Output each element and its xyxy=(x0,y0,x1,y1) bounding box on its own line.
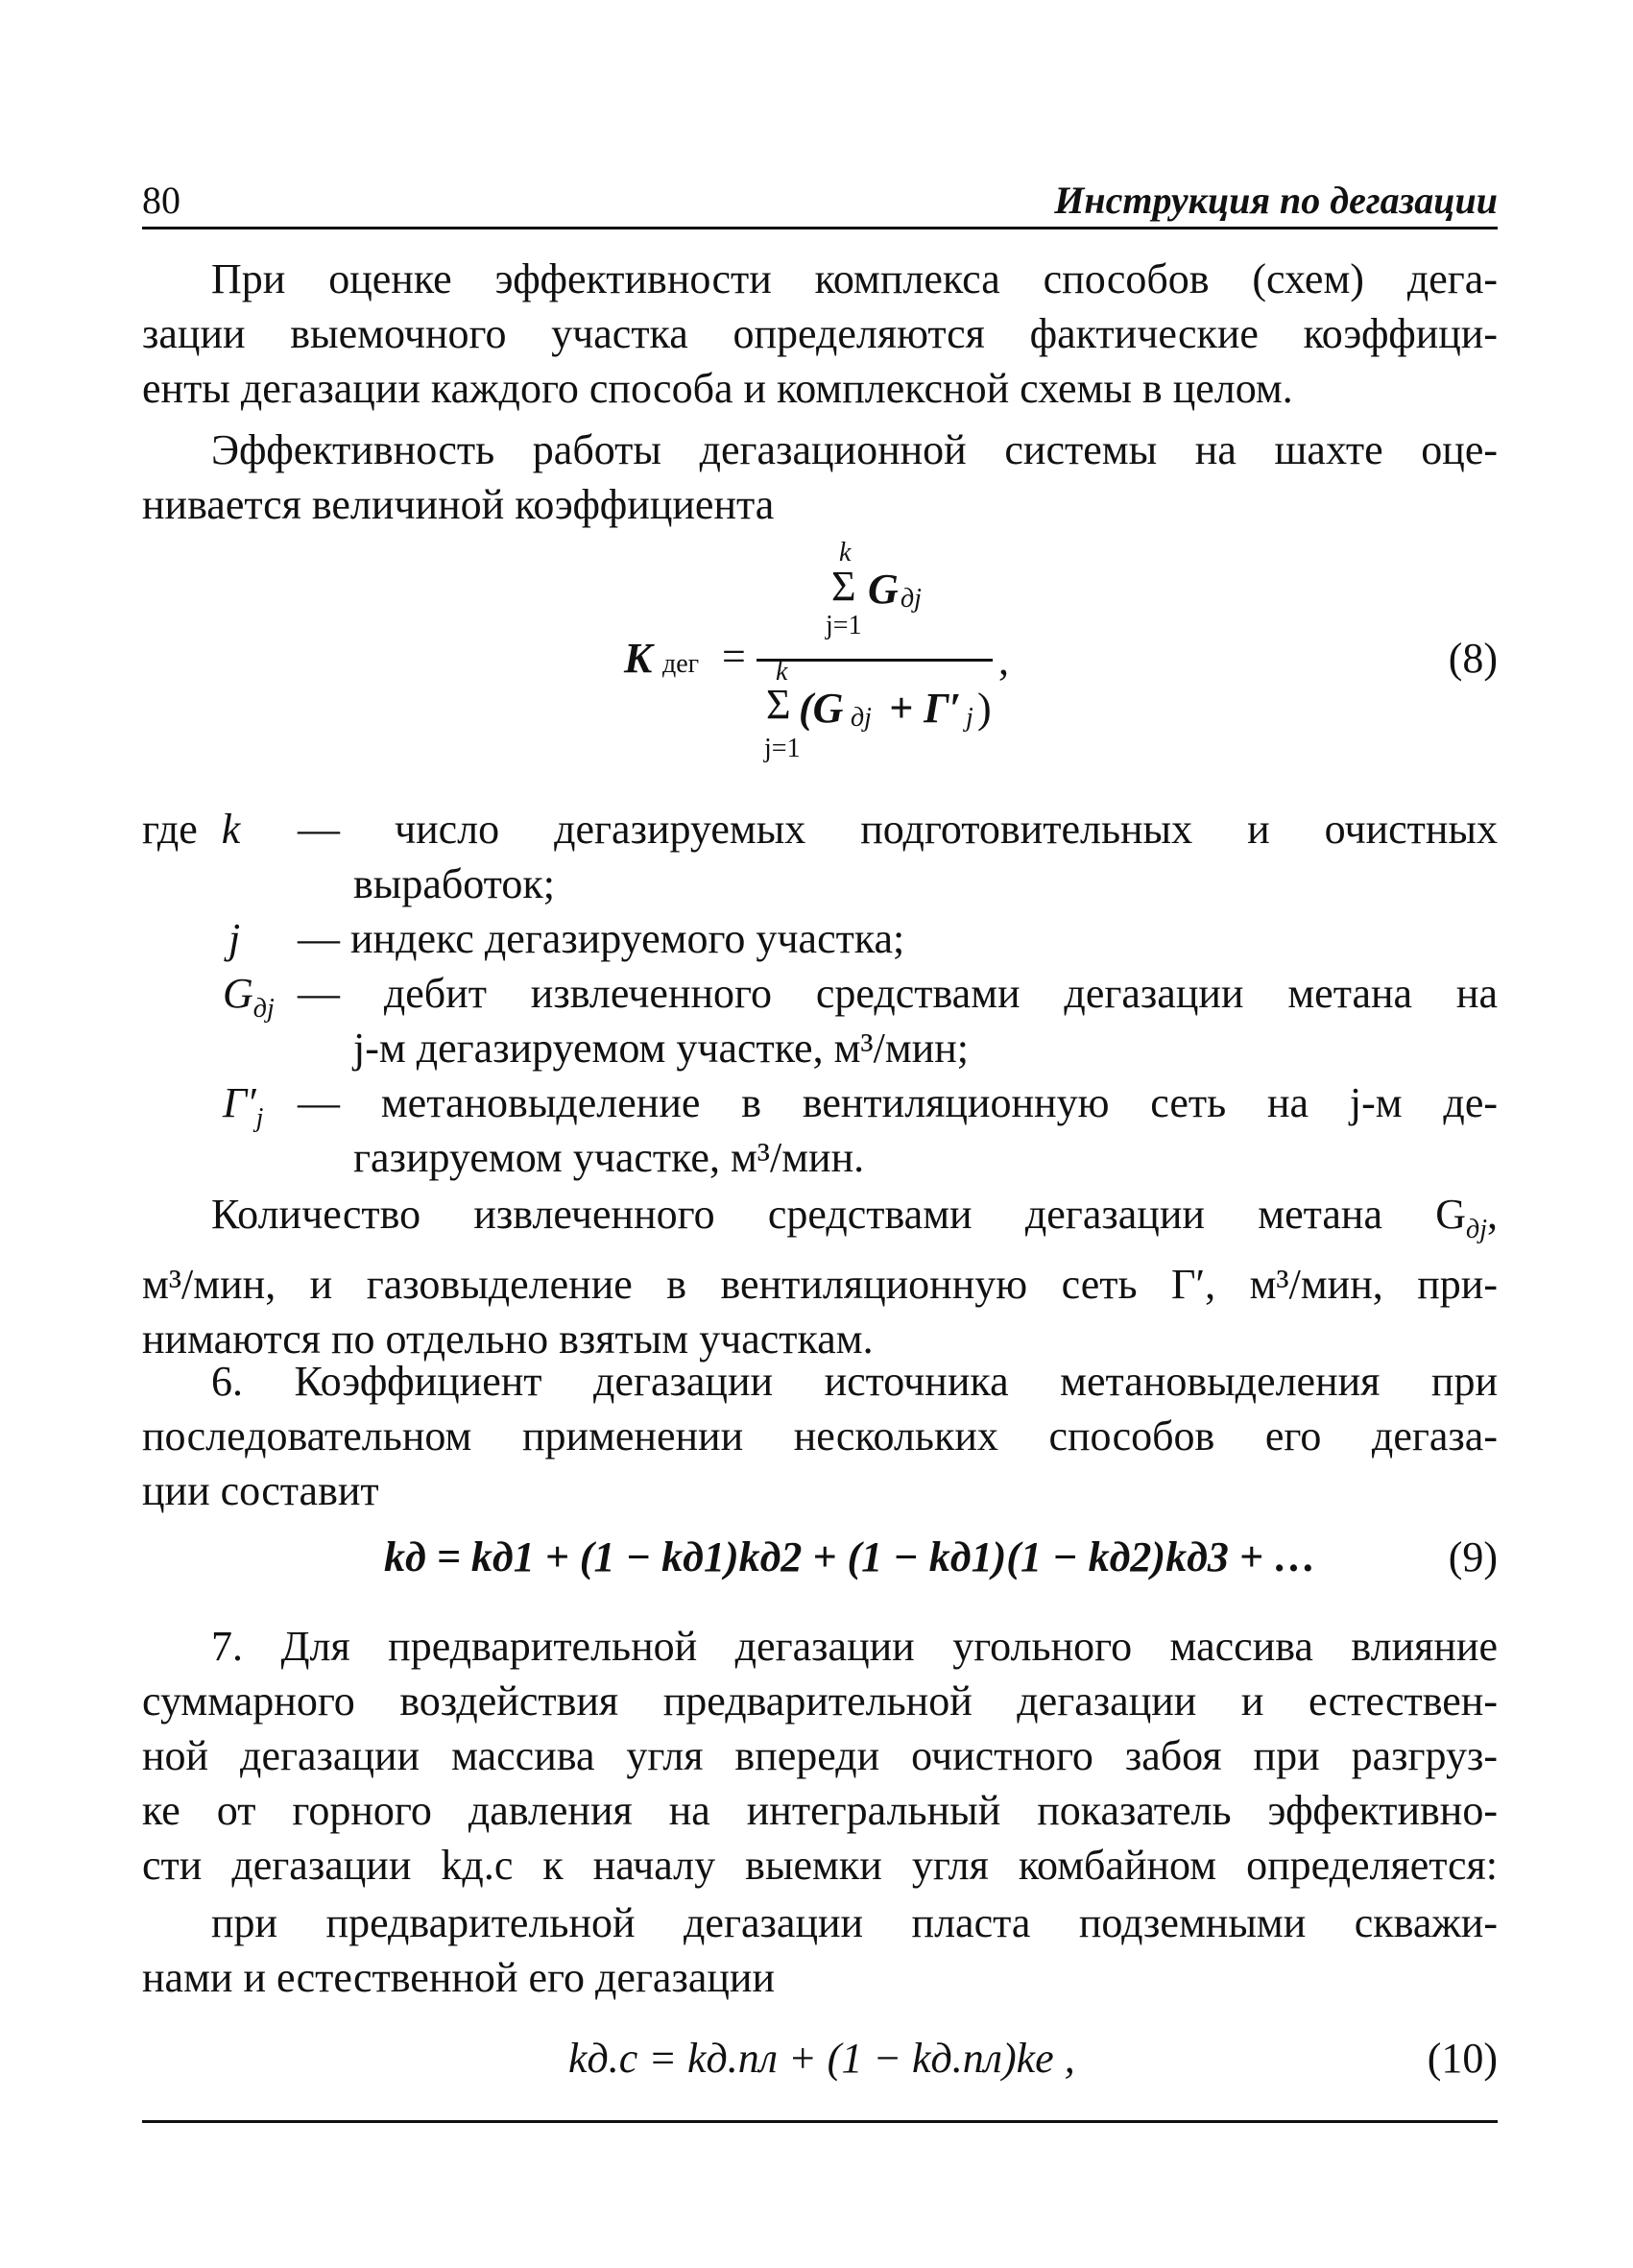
eq8-comma: , xyxy=(998,637,1009,684)
definition-Gamma xyxy=(142,1075,1498,1185)
text-line: нивается величиной коэффициента xyxy=(142,481,775,528)
paragraph-6 xyxy=(142,1895,1498,2005)
eq8-den-plus: + Г′ xyxy=(889,685,962,732)
text-line: Эффективность работы дегазационной системы на шахте оце- xyxy=(211,426,1498,473)
definition-G xyxy=(142,966,1498,1075)
paragraph-3 xyxy=(142,1187,1498,1366)
eq10-formula: kд.с = kд.пл + (1 − kд.пл)kе , xyxy=(568,2035,1075,2082)
eq8-den-body: (G xyxy=(799,685,844,732)
def-symbol: Г′ xyxy=(223,1079,256,1126)
text-line: 6. Коэффициент дегазации источника метановыделения при xyxy=(211,1358,1498,1405)
text-line: Количество извлеченного средствами дегазации метана G xyxy=(211,1191,1467,1238)
definition-k xyxy=(142,802,1498,911)
text-line: суммарного воздействия предварительной дегазации и естествен- xyxy=(142,1677,1498,1725)
def-line: — число дегазируемых подготовительных и очистных xyxy=(298,806,1498,853)
eq8-number: (8) xyxy=(1448,635,1498,682)
eq8-equals: = xyxy=(722,633,746,680)
def-line: выработок; xyxy=(353,860,555,907)
text-line: нимаются по отдельно взятым участкам. xyxy=(142,1315,874,1363)
text-line: зации выемочного участка определяются фактические коэффици- xyxy=(142,310,1498,357)
eq9-formula: kд = kд1 + (1 − kд1)kд2 + (1 − kд1)(1 − kд2)kд3 + … xyxy=(384,1533,1316,1580)
eq8-den-sum-top: k xyxy=(776,657,788,687)
eq8-K: K xyxy=(624,635,653,682)
eq8-num-sigma: Σ xyxy=(831,563,856,610)
paragraph-1 xyxy=(142,252,1498,416)
running-title: Инструкция по дегазации xyxy=(1054,179,1498,222)
def-symbol: j xyxy=(228,915,241,962)
footer-rule xyxy=(142,2120,1498,2123)
definition-j xyxy=(142,911,1498,966)
page-number: 80 xyxy=(142,179,180,222)
eq8-num-G-sub: дj xyxy=(901,584,922,614)
eq8-num-sum-top: k xyxy=(839,538,852,567)
running-header xyxy=(142,178,1498,228)
text-line: ции составит xyxy=(142,1467,379,1514)
text-line: м³/мин, и газовыделение в вентиляционную сеть Г′, м³/мин, при- xyxy=(142,1261,1498,1308)
text-line: При оценке эффективности комплекса способов (схем) дега- xyxy=(211,255,1498,302)
eq8-num-sum-bottom: j=1 xyxy=(826,611,862,640)
def-line: — метановыделение в вентиляционную сеть на j-м де- xyxy=(298,1079,1498,1126)
eq9-number: (9) xyxy=(1448,1533,1498,1580)
def-symbol: k xyxy=(221,806,241,853)
text-line: ке от горного давления на интегральный показатель эффективно- xyxy=(142,1787,1498,1834)
paragraph-2 xyxy=(142,422,1498,532)
eq10-number: (10) xyxy=(1427,2035,1498,2082)
paragraph-5 xyxy=(142,1619,1498,1893)
def-symbol-sub: дj xyxy=(252,994,275,1024)
text-line: енты дегазации каждого способа и комплексной схемы в целом. xyxy=(142,365,1293,412)
eq8-K-sub: дег xyxy=(662,649,700,679)
paragraph-4 xyxy=(142,1354,1498,1518)
eq8-den-sum-bottom: j=1 xyxy=(764,734,801,763)
def-line: — индекс дегазируемого участка; xyxy=(298,915,905,962)
def-symbol-sub: j xyxy=(255,1103,264,1133)
text-line: нами и естественной его дегазации xyxy=(142,1954,775,2001)
def-symbol: G xyxy=(223,970,253,1017)
def-line: — дебит извлеченного средствами дегазации метана на xyxy=(298,970,1498,1017)
eq8-den-sigma: Σ xyxy=(766,681,791,728)
text-line: сти дегазации kд.с к началу выемки угля комбайном определяется: xyxy=(142,1842,1498,1889)
definitions-list xyxy=(142,802,1498,1185)
eq8-den-close: ) xyxy=(977,685,992,732)
header-rule xyxy=(142,227,1498,229)
text-line: последовательном применении нескольких способов его дегаза- xyxy=(142,1412,1498,1460)
where-word: где xyxy=(142,806,198,853)
inline-sub: дj xyxy=(1466,1215,1487,1244)
text-line: при предварительной дегазации пласта подземными скважи- xyxy=(211,1899,1498,1946)
eq8-fraction-bar xyxy=(756,659,993,662)
def-line: j-м дегазируемом участке, м³/мин; xyxy=(353,1025,970,1072)
text-line: 7. Для предварительной дегазации угольного массива влияние xyxy=(211,1623,1498,1670)
inline-comma: , xyxy=(1487,1191,1498,1238)
eq8-den-G-sub: дj xyxy=(851,703,872,733)
def-line: газируемом участке, м³/мин. xyxy=(353,1134,865,1181)
text-line: ной дегазации массива угля впереди очистного забоя при разгруз- xyxy=(142,1732,1498,1779)
eq8-num-G: G xyxy=(868,566,899,613)
eq8-den-G2-sub: j xyxy=(966,703,973,733)
